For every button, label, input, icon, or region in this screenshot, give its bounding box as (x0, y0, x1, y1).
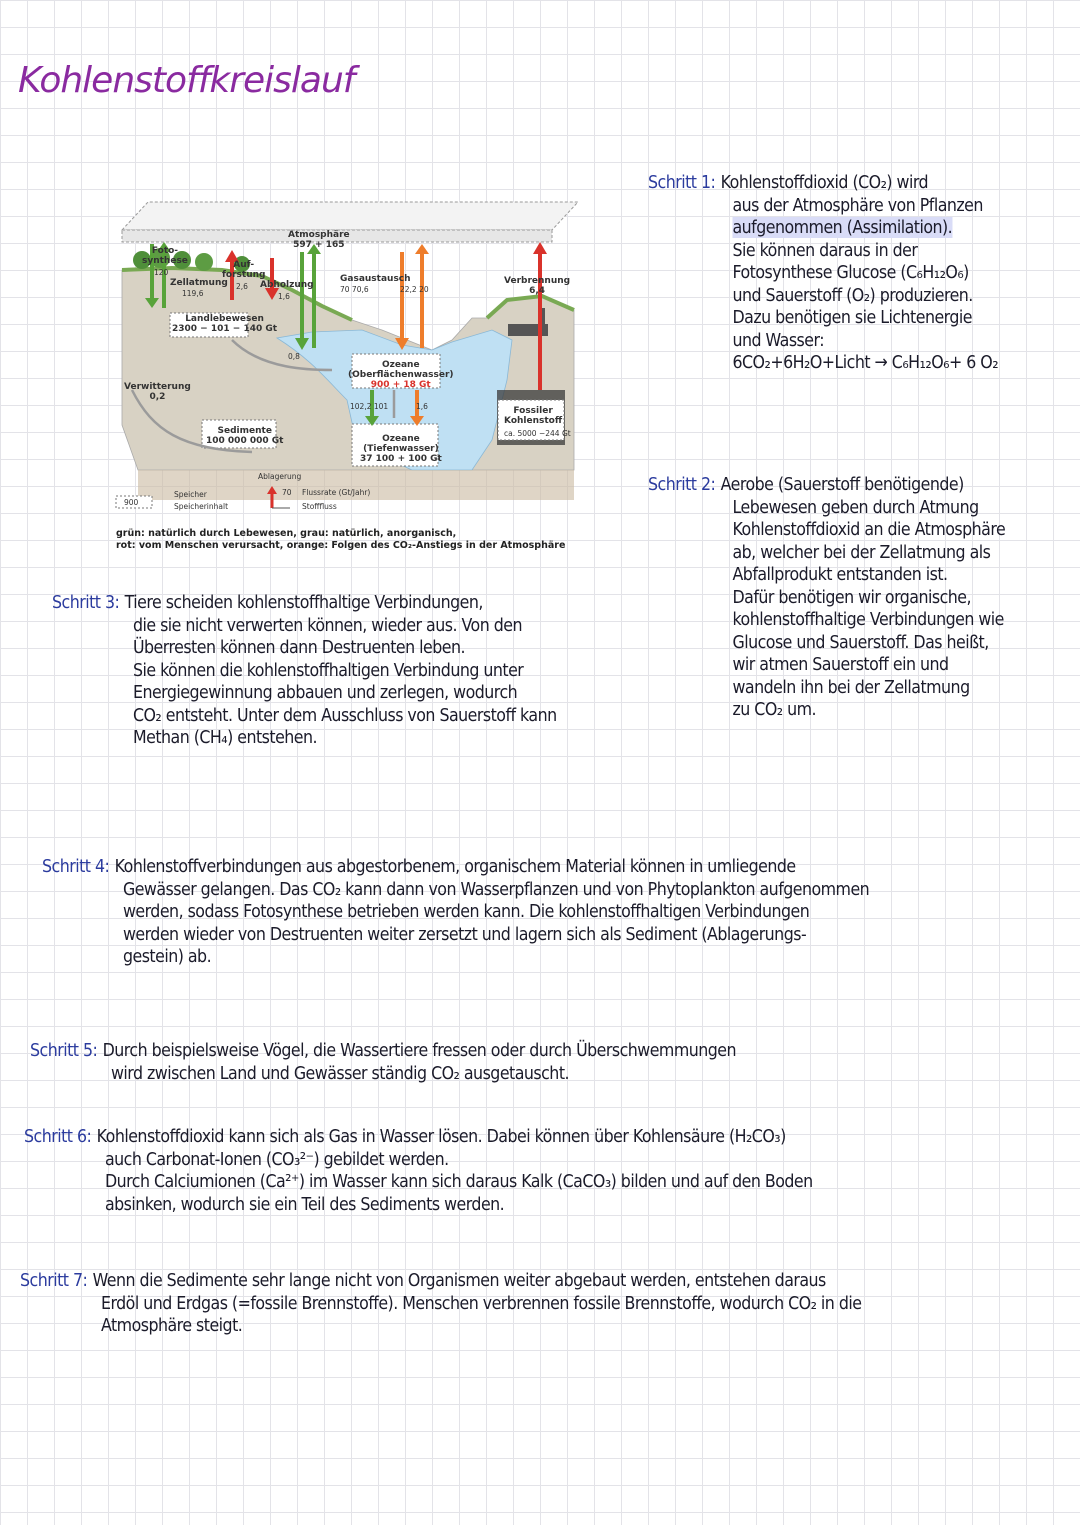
ocean-flow-1: 102,2 101 (350, 402, 389, 411)
step-7-line: Atmosphäre steigt. (100, 1315, 243, 1336)
caption-line-2: rot: vom Menschen verursacht, orange: Folgen des CO₂-Anstiegs in der Atmosphäre (116, 540, 566, 551)
legend-storage-content: Speicherinhalt (174, 502, 229, 511)
diagram-caption (116, 528, 586, 552)
step-2-line: Abfallprodukt entstanden ist. (732, 564, 948, 585)
step-4-line: gestein) ab. (122, 946, 212, 967)
step-6-line: absinken, wodurch sie ein Teil des Sediments werden. (104, 1193, 505, 1215)
step-5-label: Schritt 5: (30, 1040, 98, 1061)
step-3-line: Methan (CH₄) entstehen. (132, 727, 318, 748)
caption-line-1: grün: natürlich durch Lebewesen, grau: natürlich, anorganisch, (116, 528, 457, 539)
flow-value-0-8: 0,8 (288, 352, 300, 361)
oceans-surface-label: Ozeane (Oberflächenwasser) 900 + 18 Gt (348, 360, 454, 390)
step-4-line: werden, sodass Fotosynthese betrieben werden kann. Die kohlenstoffhaltigen Verbindungen (122, 901, 810, 922)
legend-storage: Speicher (174, 490, 207, 499)
fossil-carbon-label: Fossiler Kohlenstoff (504, 406, 563, 426)
legend-flow: Stofffluss (302, 502, 337, 511)
step-7-line: Erdöl und Erdgas (=fossile Brennstoffe). Menschen verbrennen fossile Brennstoffe, wodurch CO₂ in die (100, 1292, 862, 1314)
legend-flow-value: 70 (282, 488, 292, 497)
reforestation-label: Auf- forstung (222, 260, 266, 280)
respiration-label: Zellatmung (170, 278, 228, 288)
step-4-line: Gewässer gelangen. Das CO₂ kann dann von Wasserpflanzen und von Phytoplankton aufgenommen (122, 878, 870, 900)
step-4-label: Schritt 4: (42, 856, 110, 877)
step-1-line: Fotosynthese Glucose (C₆H₁₂O₆) (732, 262, 969, 283)
step-2-line: Glucose und Sauerstoff. Das heißt, (732, 631, 989, 653)
gas-exchange-values-2: 22,2 20 (400, 285, 429, 294)
step-3-line: Überresten können dann Destruenten leben. (132, 637, 466, 658)
reforestation-value: 2,6 (236, 282, 248, 291)
deposition-label: Ablagerung (258, 472, 302, 481)
step-1-line: Sie können daraus in der (732, 239, 918, 261)
step-2-line: Kohlenstoffdioxid an die Atmosphäre (732, 519, 1006, 540)
step-2-label: Schritt 2: (648, 474, 716, 495)
legend-storage-value: 900 (124, 498, 139, 507)
step-2-line: ab, welcher bei der Zellatmung als (732, 541, 991, 563)
step-3-line: Tiere scheiden kohlenstoffhaltige Verbindungen, (124, 592, 483, 613)
step-3-label: Schritt 3: (52, 592, 120, 613)
step-2-line: wandeln ihn bei der Zellatmung (732, 676, 970, 698)
step-1 (648, 172, 998, 375)
step-6-line: Durch Calciumionen (Ca²⁺) im Wasser kann sich daraus Kalk (CaCO₃) bilden und auf den Boden (104, 1171, 813, 1192)
step-3-line: die sie nicht verwerten können, wieder aus. Von den (132, 614, 522, 636)
land-organisms-label: Landlebewesen 2300 − 101 − 140 Gt (172, 314, 278, 334)
step-2-line: zu CO₂ um. (732, 699, 817, 720)
step-7 (20, 1270, 861, 1338)
deforestation-value: 1,6 (278, 292, 290, 301)
step-2-line: Aerobe (Sauerstoff benötigende) (720, 474, 964, 495)
atmosphere-label: Atmosphäre 597 + 165 (288, 230, 350, 250)
step-1-line: und Wasser: (732, 329, 825, 351)
legend-flow-rate: Flussrate (Gt/Jahr) (302, 488, 371, 497)
step-4-line: werden wieder von Destruenten weiter zersetzt und lagern sich als Sediment (Ablagerungs- (122, 923, 807, 945)
oceans-deep-label: Ozeane (Tiefenwasser) 37 100 + 100 Gt (360, 434, 442, 464)
gas-exchange-values: 70 70,6 (340, 285, 369, 294)
step-5 (30, 1040, 736, 1085)
ocean-flow-2: 1,6 (416, 402, 428, 411)
page-title: Kohlenstoffkreislauf (18, 60, 355, 101)
step-3-line: Sie können die kohlenstoffhaltigen Verbindung unter (132, 659, 524, 681)
photosynthesis-value: 120 (154, 268, 169, 277)
sediments-label: Sedimente 100 000 000 Gt (206, 426, 284, 446)
step-6-line: Kohlenstoffdioxid kann sich als Gas in Wasser lösen. Dabei können über Kohlensäure (H₂CO₃) (96, 1126, 786, 1147)
deforestation-label: Abholzung (260, 280, 314, 290)
step-6 (24, 1126, 813, 1216)
step-1-line-highlighted: aufgenommen (Assimilation). (732, 217, 953, 238)
step-1-line: Dazu benötigen sie Lichtenergie (732, 307, 973, 328)
step-4-line: Kohlenstoffverbindungen aus abgestorbenem, organischem Material können in umliegende (114, 856, 796, 877)
fossil-carbon-value: ca. 5000 −244 Gt (504, 429, 571, 438)
step-1-equation: 6CO₂+6H₂O+Licht → C₆H₁₂O₆+ 6 O₂ (732, 352, 999, 373)
step-4 (42, 856, 869, 969)
step-3-line: CO₂ entsteht. Unter dem Ausschluss von Sauerstoff kann (132, 704, 557, 726)
step-3 (52, 592, 557, 750)
step-3-line: Energiegewinnung abbauen und zerlegen, wodurch (132, 682, 518, 703)
step-5-line: Durch beispielsweise Vögel, die Wassertiere fressen oder durch Überschwemmungen (102, 1040, 737, 1061)
step-2 (648, 474, 1005, 722)
step-6-label: Schritt 6: (24, 1126, 92, 1147)
step-2-line: Dafür benötigen wir organische, (732, 586, 972, 608)
step-2-line: wir atmen Sauerstoff ein und (732, 654, 949, 675)
weathering-label: Verwitterung 0,2 (124, 382, 191, 402)
respiration-value: 119,6 (182, 289, 204, 298)
step-7-line: Wenn die Sedimente sehr lange nicht von Organismen weiter abgebaut werden, entstehen daraus (92, 1270, 826, 1291)
step-1-label: Schritt 1: (648, 172, 716, 193)
combustion-label: Verbrennung 6,4 (504, 276, 571, 296)
step-1-line: und Sauerstoff (O₂) produzieren. (732, 284, 973, 306)
step-1-line: aus der Atmosphäre von Pflanzen (732, 194, 983, 216)
step-7-label: Schritt 7: (20, 1270, 88, 1291)
step-2-line: kohlenstoffhaltige Verbindungen wie (732, 609, 1004, 630)
step-6-line: auch Carbonat-Ionen (CO₃²⁻) gebildet werden. (104, 1148, 449, 1170)
carbon-cycle-diagram (112, 200, 582, 560)
step-5-line: wird zwischen Land und Gewässer ständig CO₂ ausgetauscht. (110, 1062, 570, 1084)
photosynthesis-label: Foto- synthese (142, 246, 188, 266)
step-1-line: Kohlenstoffdioxid (CO₂) wird (720, 172, 929, 193)
gas-exchange-label: Gasaustausch (340, 274, 411, 284)
step-2-line: Lebewesen geben durch Atmung (732, 496, 979, 518)
